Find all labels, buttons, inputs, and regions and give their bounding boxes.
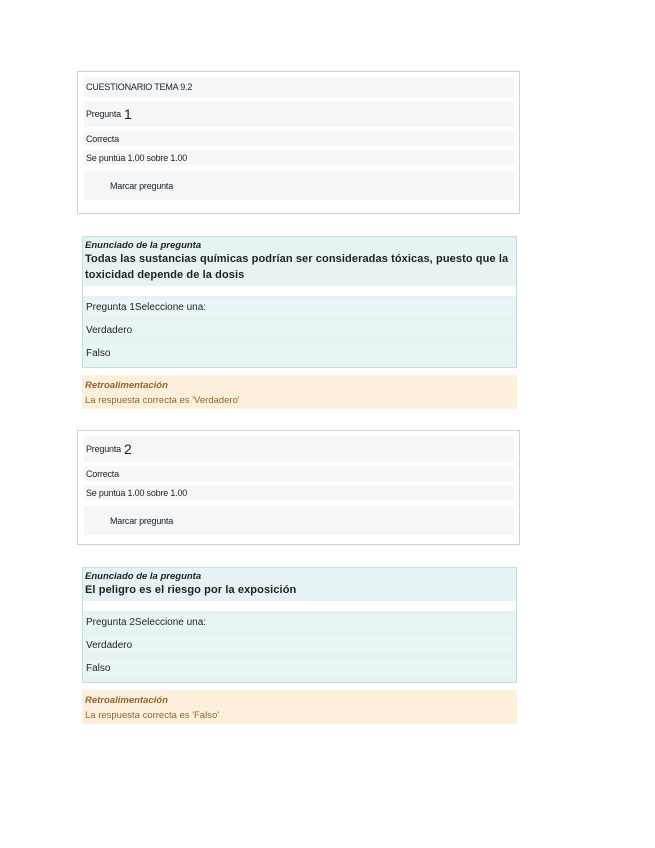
question-content-1 (82, 236, 517, 368)
divider (83, 601, 516, 611)
answer-prompt: Pregunta 1Seleccione una: (83, 299, 516, 315)
question-state: Correcta (84, 131, 514, 146)
question-content-2 (82, 567, 517, 683)
question-text: El peligro es el riesgo por la exposición (85, 584, 297, 596)
answer-prompt: Pregunta 2Seleccione una: (83, 614, 516, 630)
feedback-text: La respuesta correcta es 'Verdadero' (85, 395, 240, 406)
flag-question-link[interactable]: Marcar pregunta (84, 171, 514, 200)
question-info-2 (77, 430, 520, 545)
answer-option-true[interactable]: Verdadero (83, 637, 516, 653)
flag-question-link[interactable]: Marcar pregunta (84, 506, 514, 535)
question-number-row (84, 436, 514, 462)
quiz-title: CUESTIONARIO TEMA 9.2 (84, 77, 514, 97)
question-number-row (84, 101, 514, 127)
feedback-heading: Retroalimentación (85, 695, 168, 706)
feedback-2 (82, 690, 517, 724)
feedback-heading: Retroalimentación (85, 380, 168, 391)
question-heading: Enunciado de la pregunta (85, 571, 202, 582)
divider (83, 286, 516, 296)
question-number: 2 (123, 441, 132, 457)
question-number: 1 (123, 106, 132, 122)
question-state: Correcta (84, 466, 514, 481)
answer-option-false[interactable]: Falso (83, 345, 516, 361)
question-heading: Enunciado de la pregunta (85, 240, 202, 251)
answer-option-false[interactable]: Falso (83, 660, 516, 676)
question-label: Pregunta (86, 444, 121, 454)
answer-option-true[interactable]: Verdadero (83, 322, 516, 338)
feedback-text: La respuesta correcta es 'Falso' (85, 710, 220, 721)
question-label: Pregunta (86, 109, 121, 119)
feedback-1 (82, 375, 517, 409)
question-grade: Se puntúa 1.00 sobre 1.00 (84, 485, 514, 500)
question-grade: Se puntúa 1.00 sobre 1.00 (84, 150, 514, 165)
question-info-1 (77, 71, 520, 214)
question-text: Todas las sustancias químicas podrían ser consideradas tóxicas, puesto que la toxicidad depende de la dosis (85, 253, 509, 281)
